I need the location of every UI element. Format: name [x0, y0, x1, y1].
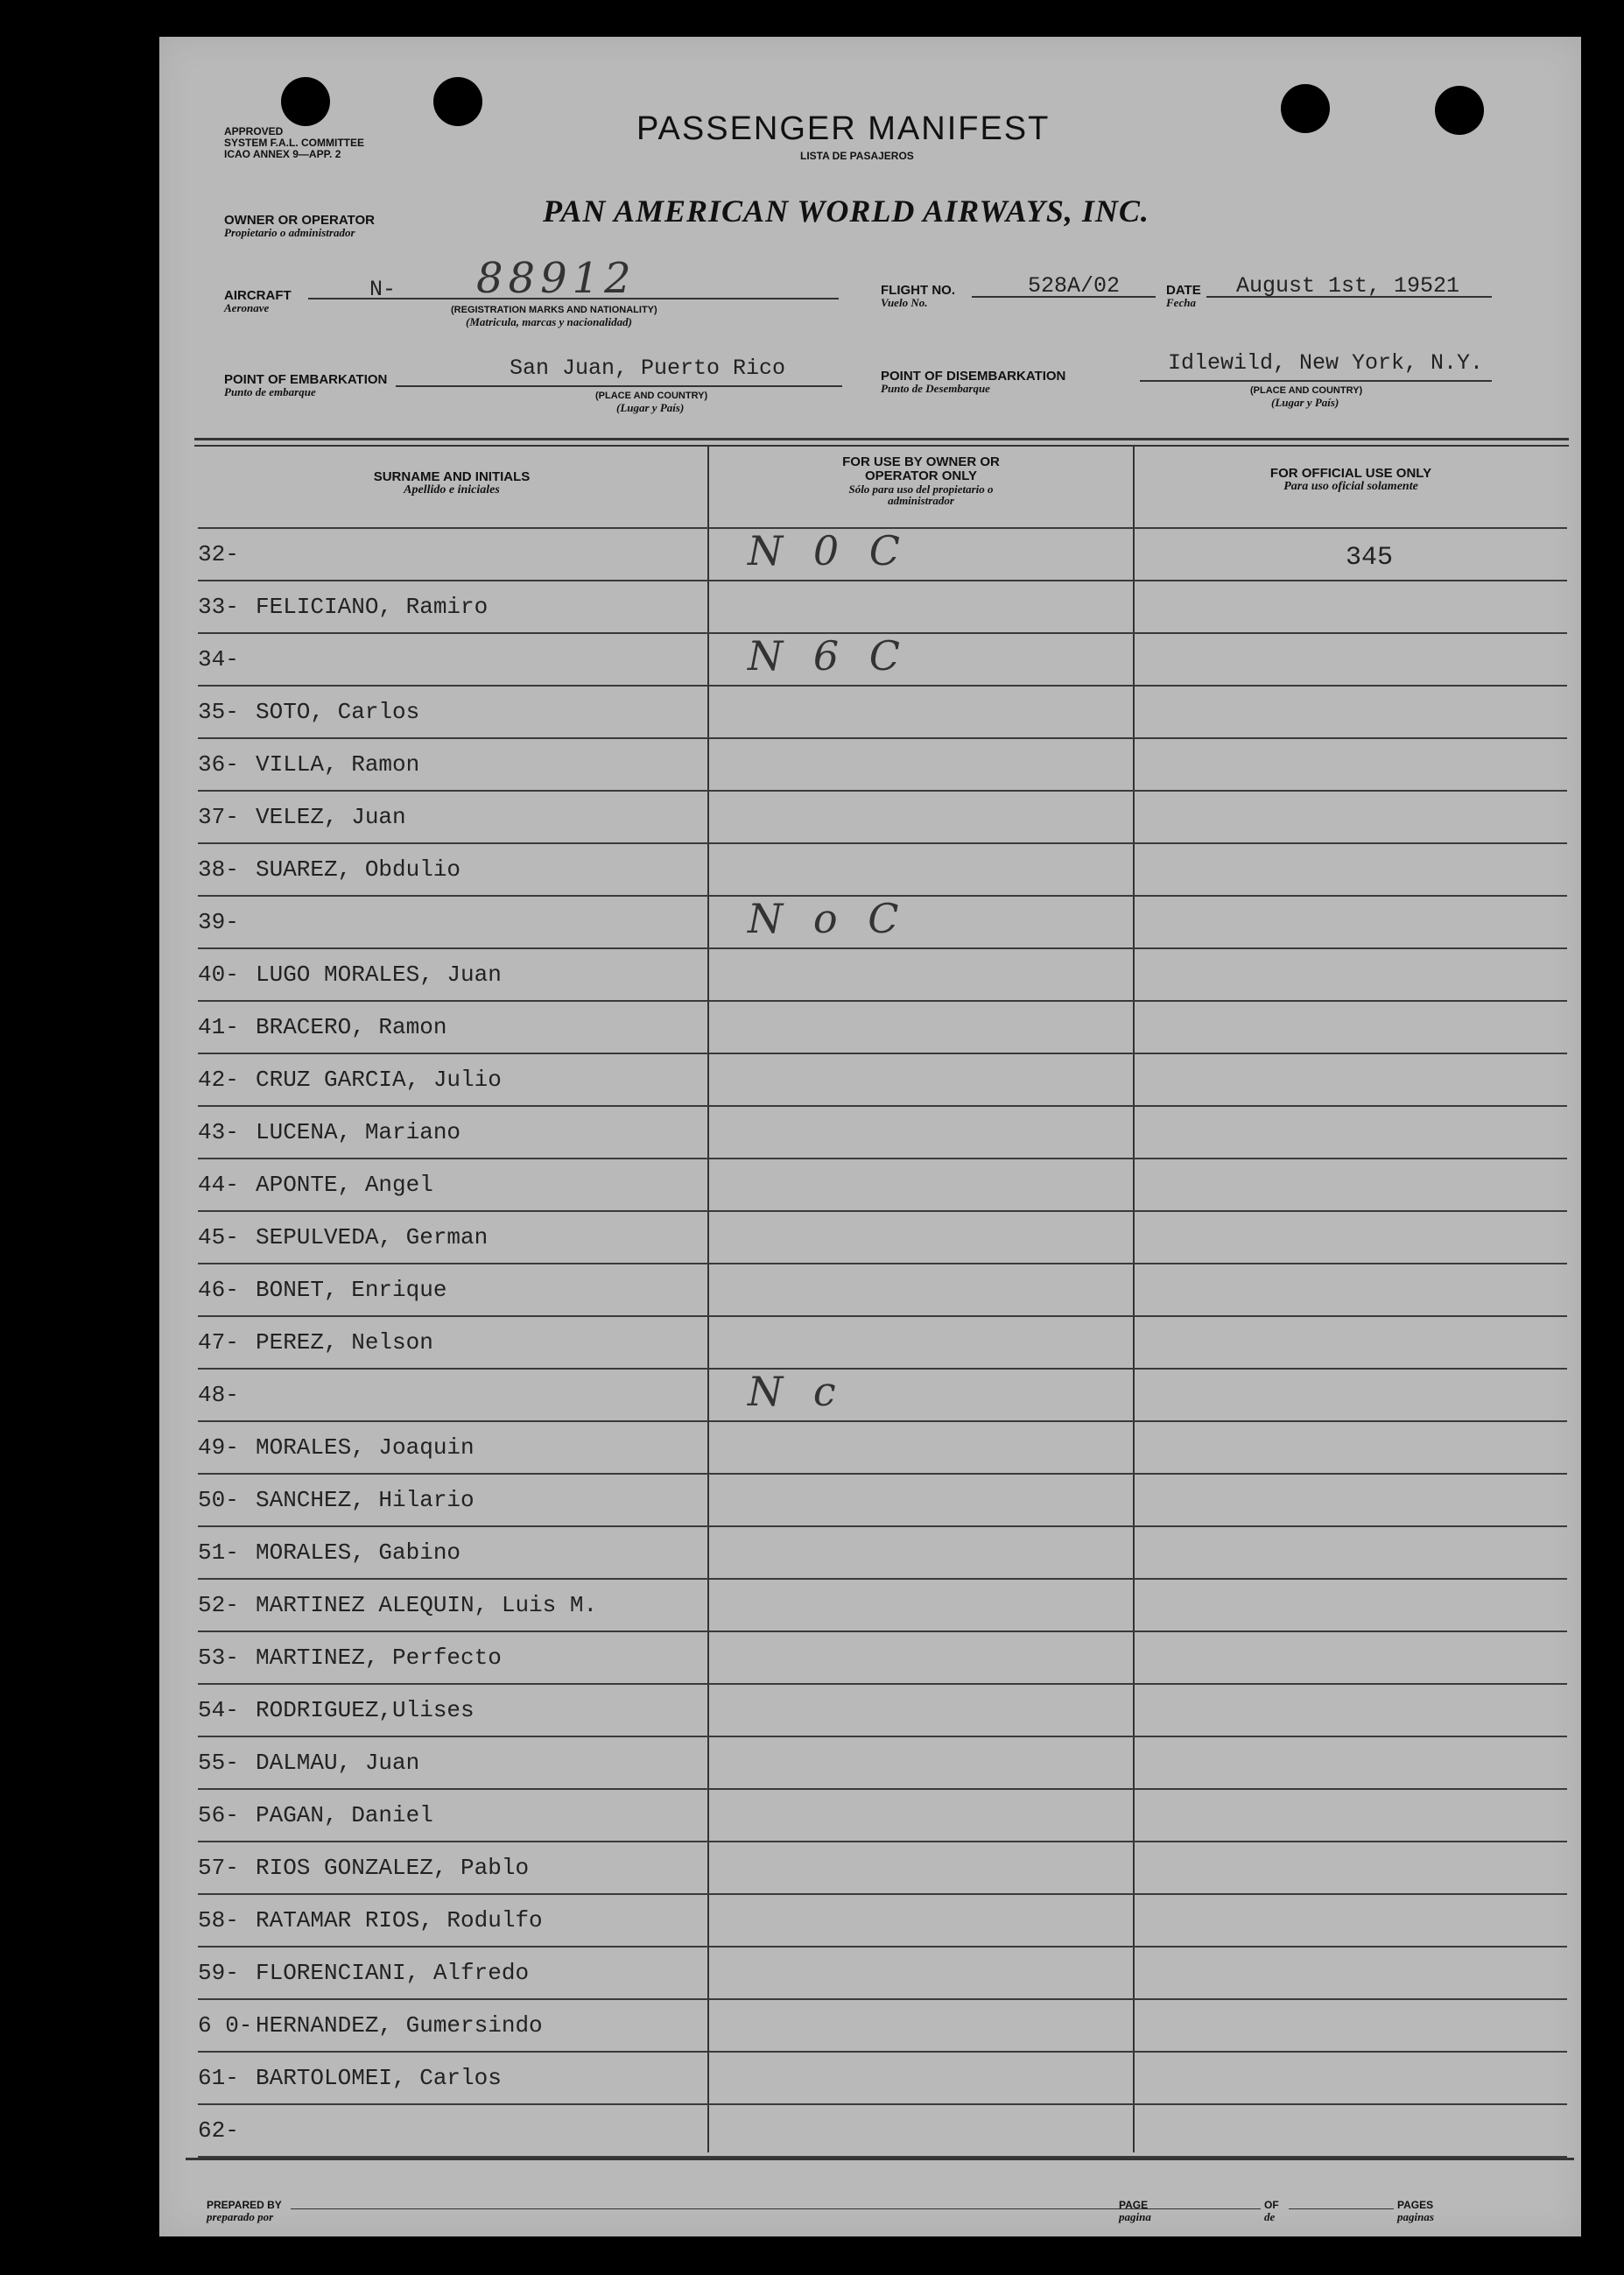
row-number: 6 0-: [198, 2012, 253, 2039]
registration-note-es: (Matricula, marcas y nacionalidad): [466, 315, 632, 328]
table-top-border: [194, 438, 1569, 440]
passenger-name: VELEZ, Juan: [256, 804, 406, 830]
owner-label-block: [224, 214, 375, 238]
prepared-by-label-es: preparado por: [207, 2210, 274, 2223]
row-number: 57-: [198, 1855, 239, 1881]
manifest-title-es: LISTA DE PASAJEROS: [800, 150, 914, 162]
header-divider: [198, 527, 1567, 529]
table-row: [159, 1158, 1581, 1210]
table-row: [159, 1105, 1581, 1158]
row-number: 35-: [198, 699, 239, 725]
embark-underline: [396, 385, 842, 387]
date-value: August 1st, 19521: [1236, 273, 1460, 299]
column-header-owner: [825, 455, 1017, 506]
owner-handwritten-mark: N o C: [748, 895, 908, 942]
disembark-value: Idlewild, New York, N.Y.: [1168, 350, 1484, 376]
passenger-name: HERNANDEZ, Gumersindo: [256, 2012, 543, 2039]
table-row: [159, 1000, 1581, 1053]
row-number: 49-: [198, 1434, 239, 1461]
embark-place-note-es: (Lugar y País): [616, 401, 685, 414]
row-number: 40-: [198, 961, 239, 988]
passenger-name: SUAREZ, Obdulio: [256, 856, 461, 883]
approval-line: APPROVED: [224, 125, 284, 137]
table-row: [159, 1788, 1581, 1841]
passenger-name: SEPULVEDA, German: [256, 1224, 489, 1250]
row-number: 41-: [198, 1014, 239, 1040]
pages-label-es: paginas: [1397, 2210, 1434, 2223]
table-row: [159, 1473, 1581, 1525]
table-top-border-inner: [194, 445, 1569, 447]
prepared-by-block: [207, 2200, 282, 2222]
row-number: 46-: [198, 1277, 239, 1303]
passenger-name: RIOS GONZALEZ, Pablo: [256, 1855, 530, 1881]
manifest-sheet: [159, 37, 1581, 2236]
column-header-surname-es: Apellido e iniciales: [404, 483, 500, 497]
passenger-name: MORALES, Gabino: [256, 1539, 461, 1566]
table-row: [159, 1631, 1581, 1683]
page-block: [1119, 2200, 1151, 2222]
table-row: [159, 1263, 1581, 1315]
table-row: [159, 1525, 1581, 1578]
row-number: 42-: [198, 1067, 239, 1093]
table-bottom-border: [186, 2158, 1574, 2160]
page-label: PAGE: [1119, 2199, 1149, 2211]
passenger-name: DALMAU, Juan: [256, 1750, 420, 1776]
of-block: [1264, 2200, 1279, 2222]
prepared-by-label: PREPARED BY: [207, 2199, 282, 2211]
embark-place-note: (PLACE AND COUNTRY): [595, 391, 708, 401]
aircraft-value: 88912: [476, 254, 636, 303]
table-row: [159, 1053, 1581, 1105]
passenger-name: FELICIANO, Ramiro: [256, 594, 489, 620]
row-number: 50-: [198, 1487, 239, 1513]
row-number: 32-: [198, 541, 239, 567]
row-number: 43-: [198, 1119, 239, 1145]
passenger-name: RATAMAR RIOS, Rodulfo: [256, 1907, 543, 1933]
column-header-owner-label: FOR USE BY OWNER OR OPERATOR ONLY: [842, 454, 1000, 483]
row-number: 51-: [198, 1539, 239, 1566]
date-label: DATE: [1166, 283, 1201, 298]
disembark-label-es: Punto de Desembarque: [881, 382, 990, 395]
of-label: OF: [1264, 2199, 1279, 2211]
table-row: [159, 1841, 1581, 1893]
pages-block: [1397, 2200, 1434, 2222]
passenger-name: BRACERO, Ramon: [256, 1014, 447, 1040]
column-header-official-label: FOR OFFICIAL USE ONLY: [1269, 466, 1432, 481]
column-header-official: [1136, 466, 1565, 492]
row-number: 53-: [198, 1645, 239, 1671]
passenger-name: LUCENA, Mariano: [256, 1119, 461, 1145]
passenger-name: LUGO MORALES, Juan: [256, 961, 502, 988]
row-number: 58-: [198, 1907, 239, 1933]
table-row: [159, 2103, 1581, 2156]
embark-label-es: Punto de embarque: [224, 385, 316, 398]
embark-label-block: [224, 373, 387, 398]
table-row: [159, 1368, 1581, 1420]
row-number: 33-: [198, 594, 239, 620]
row-number: 61-: [198, 2065, 239, 2091]
date-label-block: [1166, 284, 1201, 308]
punch-hole: [1281, 84, 1330, 133]
table-row: [159, 580, 1581, 632]
table-row: [159, 1578, 1581, 1631]
aircraft-prefix: N-: [369, 277, 397, 302]
table-row: [159, 632, 1581, 685]
row-number: 48-: [198, 1382, 239, 1408]
table-row: [159, 737, 1581, 790]
owner-handwritten-mark: N 0 C: [748, 527, 909, 574]
column-header-surname: [198, 469, 706, 496]
passenger-name: CRUZ GARCIA, Julio: [256, 1067, 502, 1093]
column-header-owner-es: Sólo para uso del propietario o administrador: [848, 482, 994, 507]
passenger-name: PAGAN, Daniel: [256, 1802, 433, 1828]
disembark-label: POINT OF DISEMBARKATION: [881, 369, 1066, 384]
table-row: [159, 1946, 1581, 1998]
passenger-name: BONET, Enrique: [256, 1277, 447, 1303]
owner-label: OWNER OR OPERATOR: [224, 213, 375, 228]
owner-label-es: Propietario o administrador: [224, 226, 355, 239]
passenger-name: PEREZ, Nelson: [256, 1329, 433, 1356]
page-line: [1156, 2208, 1261, 2209]
official-use-value: 345: [1346, 543, 1394, 573]
row-number: 44-: [198, 1172, 239, 1198]
pages-label: PAGES: [1397, 2199, 1434, 2211]
passenger-name: MARTINEZ, Perfecto: [256, 1645, 502, 1671]
table-row: [159, 1893, 1581, 1946]
table-row: [159, 527, 1581, 580]
table-row: [159, 2051, 1581, 2103]
page-label-es: pagina: [1119, 2210, 1151, 2223]
flight-label-es: Vuelo No.: [881, 296, 928, 309]
column-header-surname-label: SURNAME AND INITIALS: [373, 469, 531, 484]
table-row: [159, 1683, 1581, 1736]
row-number: 62-: [198, 2117, 239, 2144]
passenger-name: VILLA, Ramon: [256, 751, 420, 778]
row-number: 37-: [198, 804, 239, 830]
row-number: 47-: [198, 1329, 239, 1356]
row-number: 54-: [198, 1697, 239, 1723]
manifest-title: PASSENGER MANIFEST: [636, 110, 1051, 147]
row-number: 55-: [198, 1750, 239, 1776]
row-number: 45-: [198, 1224, 239, 1250]
owner-handwritten-mark: N c: [748, 1368, 845, 1415]
disembark-underline: [1140, 380, 1492, 382]
punch-hole: [1435, 86, 1484, 135]
table-row: [159, 947, 1581, 1000]
aircraft-label: AIRCRAFT: [224, 288, 292, 303]
flight-value: 528A/02: [1028, 273, 1121, 299]
passenger-name: APONTE, Angel: [256, 1172, 433, 1198]
owner-handwritten-mark: N 6 C: [748, 632, 909, 680]
passenger-name: SOTO, Carlos: [256, 699, 420, 725]
row-number: 38-: [198, 856, 239, 883]
flight-label-block: [881, 284, 955, 308]
table-row: [159, 842, 1581, 895]
owner-value: PAN AMERICAN WORLD AIRWAYS, INC.: [543, 194, 1149, 229]
row-number: 34-: [198, 646, 239, 673]
passenger-name: MORALES, Joaquin: [256, 1434, 475, 1461]
table-row: [159, 895, 1581, 947]
date-label-es: Fecha: [1166, 296, 1196, 309]
passenger-name: FLORENCIANI, Alfredo: [256, 1960, 530, 1986]
passenger-name: RODRIGUEZ,Ulises: [256, 1697, 475, 1723]
punch-hole: [433, 77, 482, 126]
table-row: [159, 1998, 1581, 2051]
punch-hole: [281, 77, 330, 126]
table-row: [159, 1210, 1581, 1263]
flight-label: FLIGHT NO.: [881, 283, 955, 298]
table-row: [159, 685, 1581, 737]
row-number: 36-: [198, 751, 239, 778]
disembark-place-note: (PLACE AND COUNTRY): [1250, 385, 1363, 396]
row-number: 59-: [198, 1960, 239, 1986]
row-number: 56-: [198, 1802, 239, 1828]
aircraft-label-block: [224, 289, 292, 313]
disembark-label-block: [881, 370, 1065, 394]
row-number: 52-: [198, 1592, 239, 1618]
passenger-name: BARTOLOMEI, Carlos: [256, 2065, 502, 2091]
of-label-es: de: [1264, 2210, 1276, 2223]
column-header-official-es: Para uso oficial solamente: [1283, 480, 1418, 493]
prepared-by-line: [291, 2208, 1175, 2209]
table-row: [159, 1420, 1581, 1473]
passenger-name: SANCHEZ, Hilario: [256, 1487, 475, 1513]
row-divider: [198, 2156, 1567, 2158]
table-row: [159, 1736, 1581, 1788]
row-number: 39-: [198, 909, 239, 935]
aircraft-label-es: Aeronave: [224, 301, 270, 314]
of-line: [1289, 2208, 1394, 2209]
passenger-name: MARTINEZ ALEQUIN, Luis M.: [256, 1592, 598, 1618]
approval-block: [224, 126, 364, 160]
embark-value: San Juan, Puerto Rico: [510, 356, 786, 381]
embark-label: POINT OF EMBARKATION: [224, 372, 388, 387]
registration-note: (REGISTRATION MARKS AND NATIONALITY): [451, 305, 657, 315]
disembark-place-note-es: (Lugar y País): [1271, 396, 1339, 409]
table-row: [159, 790, 1581, 842]
approval-line: ICAO ANNEX 9—APP. 2: [224, 148, 341, 160]
table-row: [159, 1315, 1581, 1368]
approval-line: SYSTEM F.A.L. COMMITTEE: [224, 137, 365, 149]
